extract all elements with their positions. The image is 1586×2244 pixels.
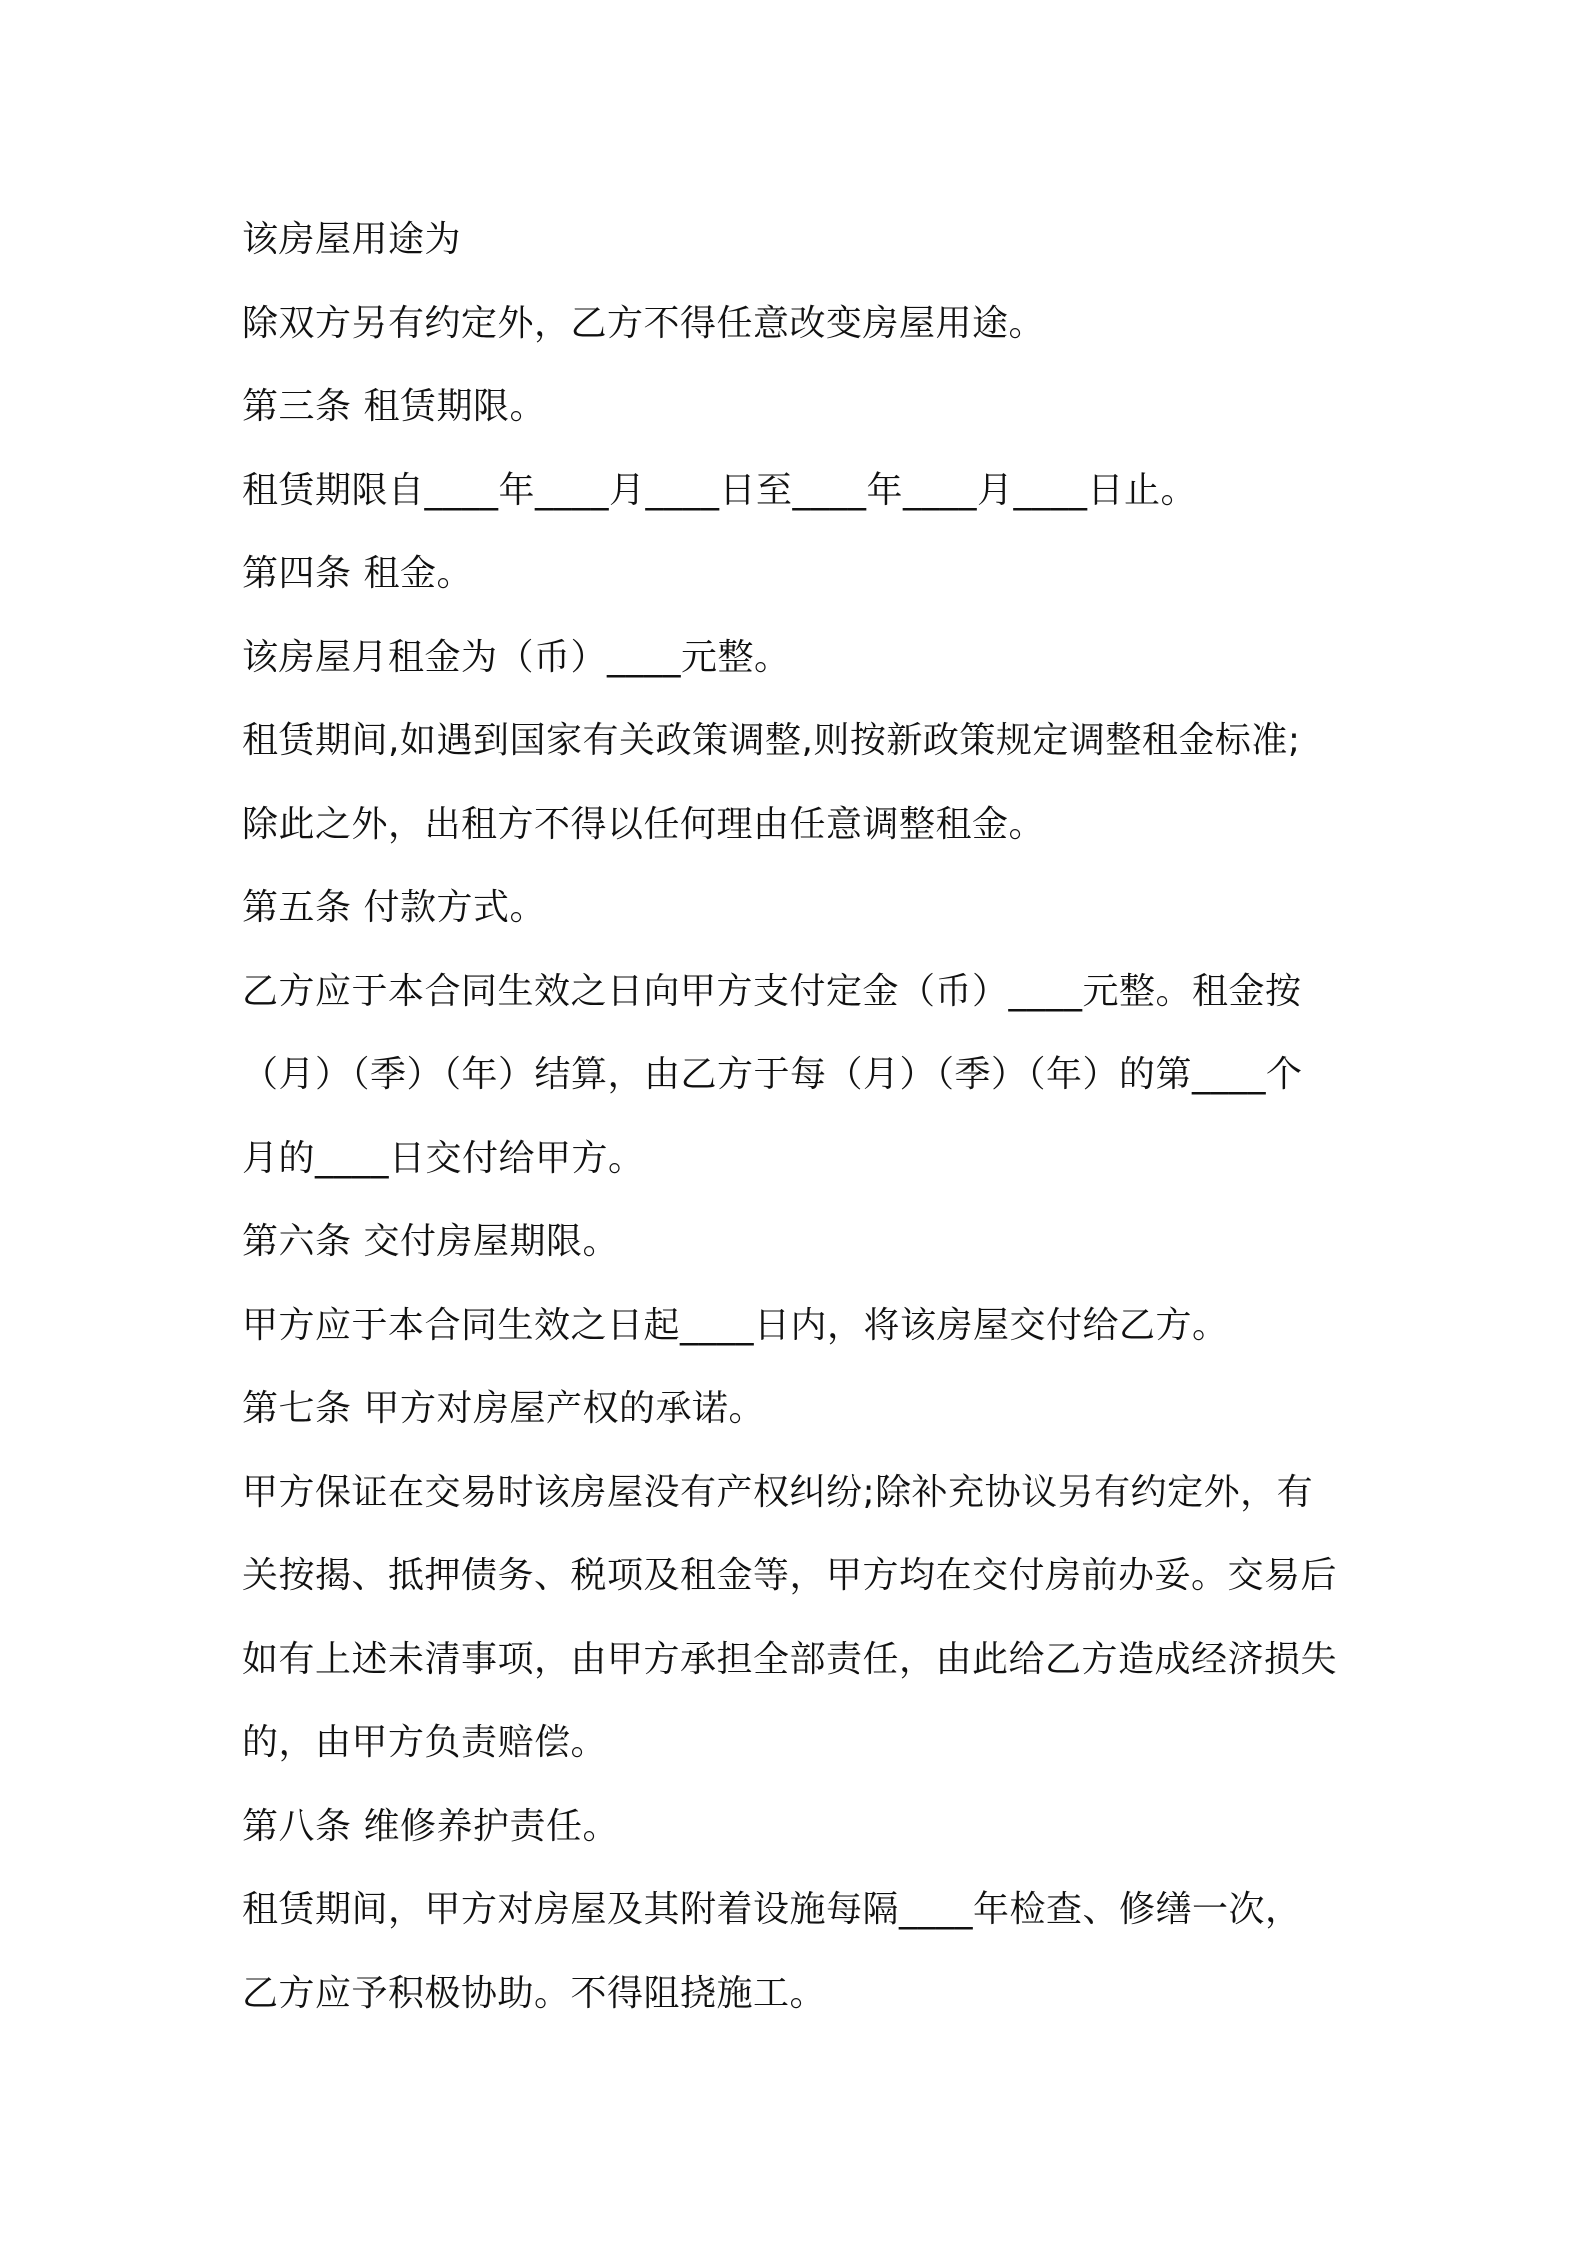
- text-line: 租赁期限自____年____月____日至____年____月____日止。: [242, 469, 1198, 511]
- text-line: 如有上述未清事项，由甲方承担全部责任，由此给乙方造成经济损失: [242, 1638, 1338, 1680]
- text-line: 甲方保证在交易时该房屋没有产权纠纷;除补充协议另有约定外，有: [242, 1471, 1314, 1513]
- article-heading: 第八条 维修养护责任。: [242, 1805, 619, 1847]
- text-line: 乙方应于本合同生效之日向甲方支付定金（币）____元整。租金按: [242, 970, 1302, 1012]
- article-heading: 第五条 付款方式。: [242, 887, 546, 928]
- text-line: 月的____日交付给甲方。: [242, 1137, 645, 1179]
- text-line: 租赁期间,如遇到国家有关政策调整,则按新政策规定调整租金标准;: [242, 720, 1301, 761]
- article-heading: 第七条 甲方对房屋产权的承诺。: [242, 1388, 765, 1429]
- article-heading: 第六条 交付房屋期限。: [242, 1221, 619, 1262]
- document-body: [242, 198, 1362, 2035]
- text-line: 乙方应予积极协助。不得阻挠施工。: [242, 1972, 827, 2014]
- text-line: 的，由甲方负责赔偿。: [242, 1722, 608, 1763]
- text-line: 该房屋月租金为（币）____元整。: [242, 636, 791, 678]
- text-line: 该房屋用途为: [242, 219, 462, 260]
- article-heading: 第四条 租金。: [242, 553, 473, 594]
- text-line: （月）（季）（年）结算，由乙方于每（月）（季）（年）的第____个: [242, 1054, 1303, 1095]
- text-line: 除此之外，出租方不得以任何理由任意调整租金。: [242, 803, 1046, 845]
- text-line: 除双方另有约定外，乙方不得任意改变房屋用途。: [242, 302, 1046, 344]
- text-line: 关按揭、抵押债务、税项及租金等，甲方均在交付房前办妥。交易后: [242, 1555, 1338, 1596]
- text-line: 甲方应于本合同生效之日起____日内，将该房屋交付给乙方。: [242, 1304, 1229, 1346]
- text-line: 租赁期间，甲方对房屋及其附着设施每隔____年检查、修缮一次，: [242, 1889, 1302, 1930]
- article-heading: 第三条 租赁期限。: [242, 386, 546, 427]
